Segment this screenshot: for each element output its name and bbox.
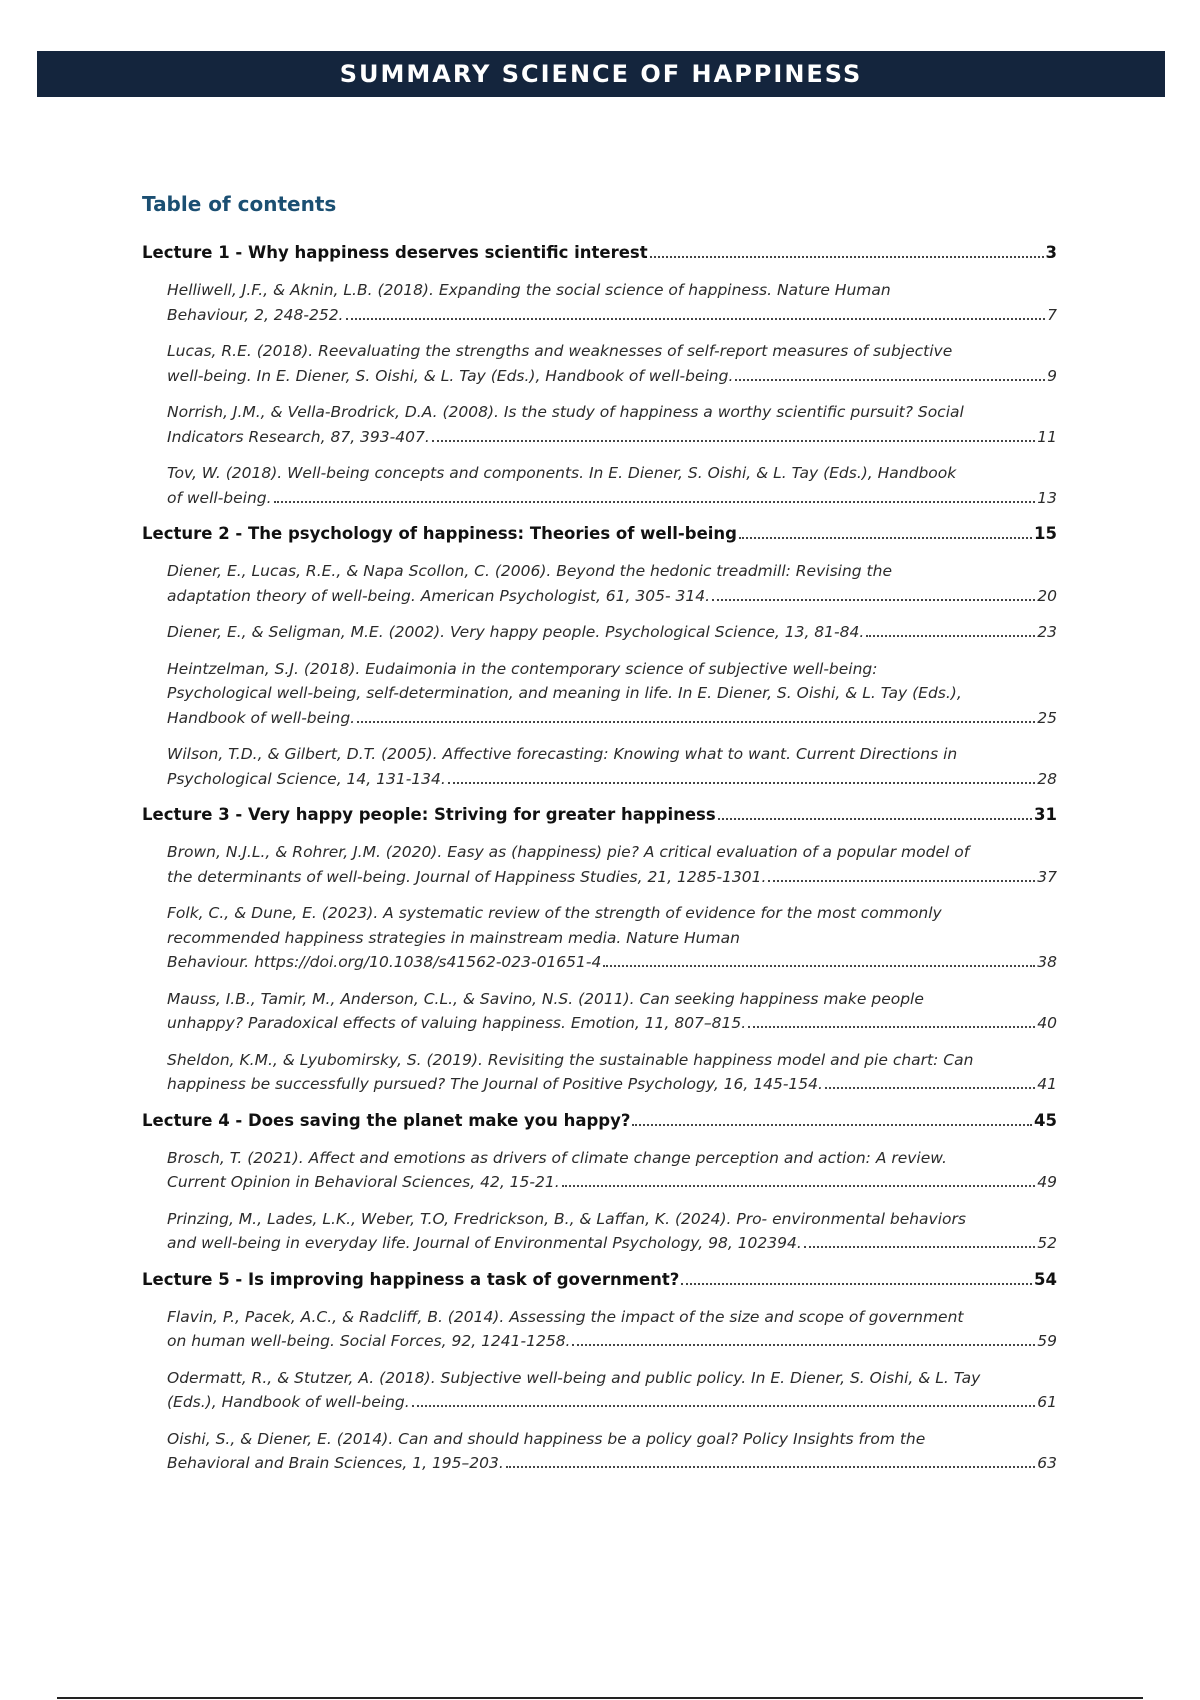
toc-page-number: 20 (1037, 586, 1057, 605)
reference-last-line (167, 486, 1057, 511)
reference-last-line (167, 1072, 1057, 1097)
toc-page-number: 59 (1037, 1332, 1057, 1350)
toc-page-number: 23 (1037, 623, 1057, 641)
reference-text-line: Brown, N.J.L., & Rohrer, J.M. (2020). Easy as (happiness) pie? A critical evaluation of a popular model of (167, 843, 970, 861)
reference-text-line: Diener, E., & Seligman, M.E. (2002). Very happy people. Psychological Science, 13, 81-84. (167, 623, 865, 641)
dot-leader (632, 1124, 1032, 1126)
reference-text-line: Handbook of well-being. (167, 708, 356, 727)
toc-page-number: 37 (1037, 867, 1057, 886)
toc-entries (142, 241, 1057, 1476)
dot-leader (603, 965, 1035, 967)
toc-page-number: 45 (1034, 1110, 1057, 1130)
toc-page-number: 25 (1037, 708, 1057, 727)
dot-leader (274, 501, 1036, 503)
reference-text-line: Flavin, P., Pacek, A.C., & Radcliff, B. (2014). Assessing the impact of the size and scope of government (167, 1307, 964, 1326)
dot-leader (735, 379, 1045, 381)
dot-leader (357, 721, 1035, 723)
reference-last-line (167, 706, 1057, 731)
dot-leader (825, 1087, 1035, 1089)
dot-leader (562, 1185, 1036, 1187)
document-title: SUMMARY SCIENCE OF HAPPINESS (339, 60, 863, 88)
reference-text-line: Mauss, I.B., Tamir, M., Anderson, C.L., & Savino, N.S. (2011). Can seeking happiness make people (167, 989, 924, 1008)
reference-text-line: happiness be successfully pursued? The Journal of Positive Psychology, 16, 145-154. (167, 1075, 823, 1093)
toc-reference-entry[interactable] (167, 987, 1057, 1036)
table-of-contents (142, 192, 1057, 1488)
toc-lecture-entry[interactable] (142, 1268, 1057, 1292)
dot-leader (712, 599, 1035, 601)
toc-reference-entry[interactable] (167, 339, 1057, 388)
toc-page-number: 7 (1047, 305, 1057, 324)
dot-leader (866, 635, 1035, 637)
dot-leader (739, 537, 1032, 539)
toc-reference-list (142, 1305, 1057, 1476)
reference-last-line (167, 1011, 1057, 1036)
dot-leader (748, 1026, 1035, 1028)
toc-lecture-entry[interactable] (142, 241, 1057, 265)
toc-page-number: 13 (1037, 488, 1057, 507)
toc-page-number: 52 (1037, 1234, 1057, 1252)
dot-leader (718, 818, 1032, 820)
reference-text-line: Lucas, R.E. (2018). Reevaluating the strengths and weaknesses of self-report measures of subjective (167, 342, 953, 360)
dot-leader (448, 782, 1035, 784)
dot-leader (572, 1344, 1035, 1346)
toc-reference-entry[interactable] (167, 742, 1057, 791)
toc-page-number: 41 (1037, 1075, 1057, 1093)
toc-reference-entry[interactable] (167, 1146, 1057, 1195)
reference-text-line: Norrish, J.M., & Vella-Brodrick, D.A. (2008). Is the study of happiness a worthy scientific pursuit? Social (167, 403, 964, 421)
toc-reference-list (142, 559, 1057, 791)
toc-lecture-entry[interactable] (142, 522, 1057, 546)
reference-text-line: the determinants of well-being. Journal of Happiness Studies, 21, 1285-1301. (167, 867, 767, 886)
reference-last-line (167, 1231, 1057, 1256)
reference-last-line (167, 1390, 1057, 1415)
reference-last-line (167, 364, 1057, 389)
toc-reference-entry[interactable] (167, 559, 1057, 608)
toc-reference-entry[interactable] (167, 620, 1057, 645)
toc-page-number: 49 (1037, 1173, 1057, 1191)
reference-last-line (167, 865, 1057, 890)
toc-lecture-label: Lecture 2 - The psychology of happiness: Theories of well-being (142, 524, 737, 543)
toc-lecture-entry[interactable] (142, 1109, 1057, 1133)
toc-lecture-label: Lecture 3 - Very happy people: Striving for greater happiness (142, 805, 716, 824)
reference-text-line: on human well-being. Social Forces, 92, 1241-1258. (167, 1332, 571, 1350)
dot-leader (768, 880, 1035, 882)
reference-text-line: Psychological well-being, self-determination, and meaning in life. In E. Diener, S. Oishi, & L. Tay (Eds.), (167, 684, 962, 702)
footer-divider (57, 1697, 1143, 1699)
reference-text-line: Heintzelman, S.J. (2018). Eudaimonia in the contemporary science of subjective well-being: (167, 659, 878, 678)
toc-reference-list (142, 278, 1057, 510)
reference-text-line: Wilson, T.D., & Gilbert, D.T. (2005). Affective forecasting: Knowing what to want. Current Directions in (167, 745, 958, 763)
toc-reference-entry[interactable] (167, 1305, 1057, 1354)
reference-text-line: of well-being. (167, 488, 272, 507)
reference-text-line: Behavioral and Brain Sciences, 1, 195–203. (167, 1454, 504, 1472)
dot-leader (346, 318, 1046, 320)
dot-leader (650, 256, 1044, 258)
toc-page-number: 54 (1034, 1269, 1057, 1289)
reference-last-line (167, 1329, 1057, 1354)
toc-page-number: 63 (1037, 1454, 1057, 1472)
toc-reference-entry[interactable] (167, 840, 1057, 889)
reference-text-line: Folk, C., & Dune, E. (2023). A systematic review of the strength of evidence for the most commonly (167, 904, 942, 922)
dot-leader (804, 1246, 1035, 1248)
toc-reference-entry[interactable] (167, 400, 1057, 449)
toc-reference-entry[interactable] (167, 461, 1057, 510)
reference-last-line (167, 620, 1057, 645)
reference-last-line (167, 767, 1057, 792)
toc-heading: Table of contents (142, 192, 337, 216)
toc-page-number: 11 (1037, 427, 1057, 446)
toc-reference-entry[interactable] (167, 901, 1057, 975)
toc-lecture-label: Lecture 4 - Does saving the planet make you happy? (142, 1110, 631, 1130)
toc-lecture-entry[interactable] (142, 803, 1057, 827)
reference-last-line (167, 1170, 1057, 1195)
reference-text-line: recommended happiness strategies in mainstream media. Nature Human (167, 928, 740, 947)
toc-lecture-section (142, 241, 1057, 510)
toc-page-number: 61 (1037, 1393, 1057, 1411)
reference-last-line (167, 950, 1057, 975)
dot-leader (412, 1405, 1036, 1407)
reference-text-line: Psychological Science, 14, 131-134. (167, 769, 446, 788)
toc-lecture-section (142, 522, 1057, 791)
toc-page-number: 9 (1047, 366, 1057, 385)
toc-page-number: 40 (1037, 1014, 1057, 1032)
reference-text-line: Diener, E., Lucas, R.E., & Napa Scollon, C. (2006). Beyond the hedonic treadmill: Revising the (167, 562, 892, 580)
toc-page-number: 15 (1034, 524, 1057, 543)
reference-last-line (167, 1451, 1057, 1476)
reference-text-line: (Eds.), Handbook of well-being. (167, 1393, 410, 1411)
reference-text-line: Indicators Research, 87, 393-407. (167, 427, 430, 446)
reference-last-line (167, 303, 1057, 328)
reference-text-line: Oishi, S., & Diener, E. (2014). Can and should happiness be a policy goal? Policy Insights from the (167, 1429, 926, 1448)
toc-page-number: 28 (1037, 769, 1057, 788)
reference-text-line: Behaviour. https://doi.org/10.1038/s41562-023-01651-4 (167, 953, 602, 971)
reference-last-line (167, 425, 1057, 450)
toc-reference-list (142, 840, 1057, 1097)
toc-reference-entry[interactable] (167, 657, 1057, 731)
reference-text-line: Tov, W. (2018). Well-being concepts and components. In E. Diener, S. Oishi, & L. Tay (Eds.), Handbook (167, 464, 957, 482)
reference-text-line: and well-being in everyday life. Journal of Environmental Psychology, 98, 102394. (167, 1234, 802, 1252)
reference-text-line: Sheldon, K.M., & Lyubomirsky, S. (2019). Revisiting the sustainable happiness model and pie chart: Can (167, 1050, 974, 1069)
dot-leader (432, 440, 1036, 442)
toc-lecture-label: Lecture 1 - Why happiness deserves scientific interest (142, 243, 648, 262)
reference-last-line (167, 584, 1057, 609)
toc-reference-entry[interactable] (167, 1427, 1057, 1476)
toc-lecture-label: Lecture 5 - Is improving happiness a task of government? (142, 1269, 680, 1289)
reference-text-line: well-being. In E. Diener, S. Oishi, & L. Tay (Eds.), Handbook of well-being. (167, 366, 734, 385)
reference-text-line: adaptation theory of well-being. American Psychologist, 61, 305- 314. (167, 586, 710, 605)
dot-leader (506, 1466, 1035, 1468)
reference-text-line: Behaviour, 2, 248-252. (167, 305, 344, 324)
reference-text-line: Prinzing, M., Lades, L.K., Weber, T.O, Fredrickson, B., & Laffan, K. (2024). Pro- environmental behaviors (167, 1209, 966, 1228)
toc-lecture-section (142, 803, 1057, 1097)
toc-reference-entry[interactable] (167, 1366, 1057, 1415)
toc-reference-list (142, 1146, 1057, 1256)
toc-reference-entry[interactable] (167, 1048, 1057, 1097)
reference-text-line: Brosch, T. (2021). Affect and emotions as drivers of climate change perception and action: A review. (167, 1148, 947, 1167)
reference-text-line: unhappy? Paradoxical effects of valuing happiness. Emotion, 11, 807–815. (167, 1014, 747, 1032)
toc-page-number: 31 (1034, 805, 1057, 824)
reference-text-line: Helliwell, J.F., & Aknin, L.B. (2018). Expanding the social science of happiness. Nature Human (167, 281, 891, 299)
toc-lecture-section (142, 1268, 1057, 1476)
document-title-banner (37, 51, 1165, 97)
toc-reference-entry[interactable] (167, 278, 1057, 327)
toc-lecture-section (142, 1109, 1057, 1256)
toc-page-number: 3 (1045, 243, 1057, 262)
toc-page-number: 38 (1037, 953, 1057, 971)
reference-text-line: Odermatt, R., & Stutzer, A. (2018). Subjective well-being and public policy. In E. Diener, S. Oishi, & L. Tay (167, 1368, 981, 1387)
reference-text-line: Current Opinion in Behavioral Sciences, 42, 15-21. (167, 1173, 560, 1191)
toc-reference-entry[interactable] (167, 1207, 1057, 1256)
dot-leader (681, 1283, 1032, 1285)
